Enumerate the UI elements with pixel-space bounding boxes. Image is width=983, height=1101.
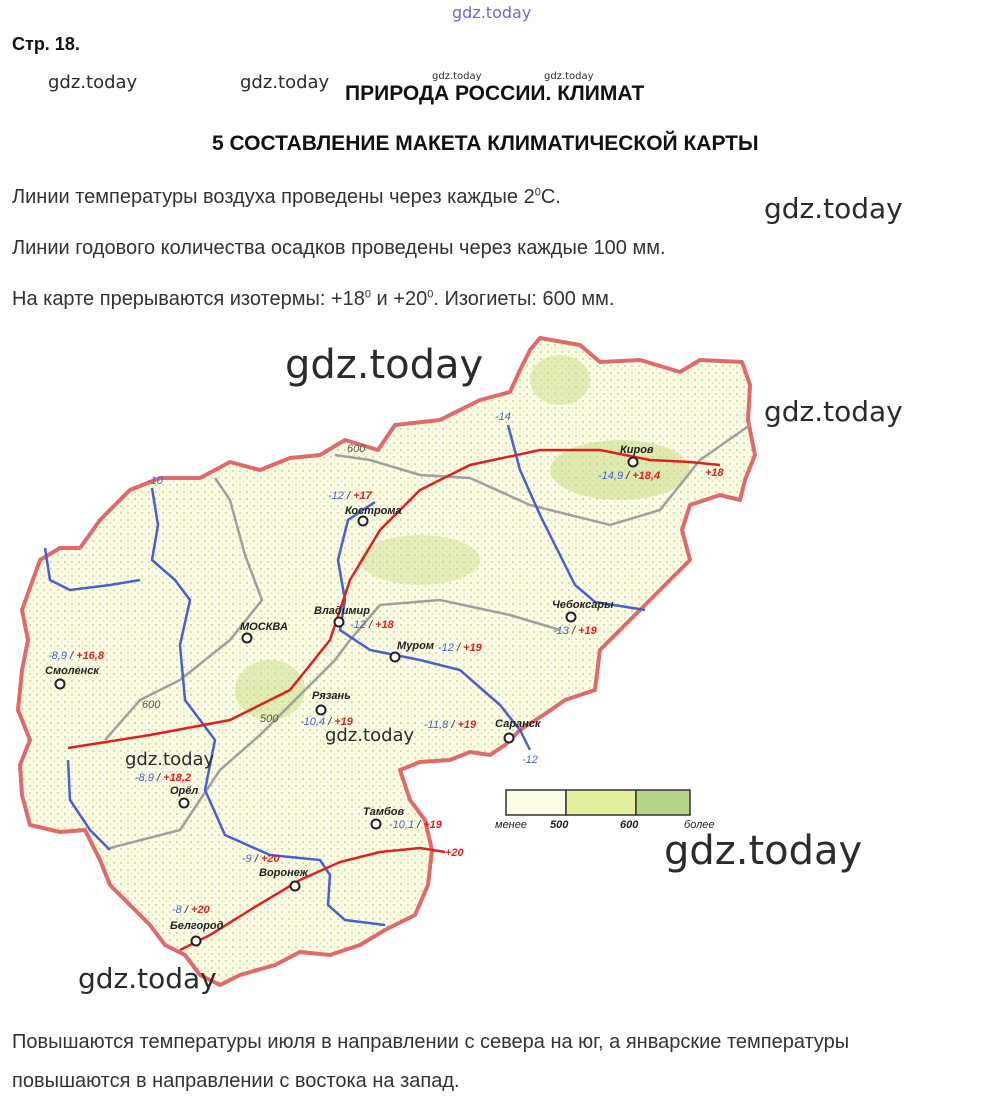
separator: / xyxy=(325,716,335,728)
separator: / xyxy=(365,619,376,631)
jan-temp: -13 xyxy=(553,625,569,637)
isoline-label-jul-plus18: +18 xyxy=(705,467,724,479)
separator: / xyxy=(568,625,579,637)
jul-temp: +19 xyxy=(463,642,482,654)
vegetation-patch xyxy=(360,535,480,585)
watermark: gdz.today xyxy=(764,192,903,225)
jul-temp: +19 xyxy=(334,716,353,728)
text: С. xyxy=(540,186,561,208)
paragraph-precipitation-lines: Линии годового количества осадков проведены через каждые 100 мм. xyxy=(12,237,666,259)
city-name: Белгород xyxy=(170,920,224,932)
jul-temp: +20 xyxy=(190,904,210,916)
watermark: gdz.today xyxy=(664,828,863,874)
conclusion-line-1: Повышаются температуры июля в направлении с севера на юг, а январские температуры xyxy=(12,1031,850,1053)
city-name: МОСКВА xyxy=(240,621,288,633)
city-name: Тамбов xyxy=(363,806,405,818)
legend-swatch-less-500 xyxy=(506,790,566,815)
jan-temp: -8,9 xyxy=(48,650,67,662)
isoline-label-jan-minus10: -10 xyxy=(147,475,163,487)
city-name: Орёл xyxy=(170,785,199,797)
watermark: gdz.today xyxy=(78,962,217,995)
paragraph-interrupted-isolines xyxy=(12,288,614,311)
paragraph-temperature-lines xyxy=(12,186,561,209)
isoline-label-prec-500: 500 xyxy=(260,713,279,725)
text: Линии температуры воздуха проведены через каждые 2 xyxy=(12,186,535,208)
city-name: Владимир xyxy=(314,605,370,617)
page-title: ПРИРОДА РОССИИ. КЛИМАТ xyxy=(345,82,645,105)
isoline-label-jan-minus14: -14 xyxy=(495,411,511,423)
watermark: gdz.today xyxy=(432,71,482,82)
legend-label-500: 500 xyxy=(550,819,569,831)
superscript: 0 xyxy=(427,288,434,301)
text: . Изогиеты: 600 мм. xyxy=(433,288,615,310)
text: и +20 xyxy=(371,288,428,310)
city-temps xyxy=(135,772,191,784)
legend-swatch-500-600 xyxy=(566,790,636,815)
city-temps xyxy=(172,904,210,916)
jan-temp: -10,4 xyxy=(300,716,326,728)
city-name: Муром xyxy=(397,640,434,652)
climate-map xyxy=(0,330,983,1010)
legend-label-more: более xyxy=(684,819,715,831)
jul-temp: +19 xyxy=(457,719,477,731)
jan-temp: -12 xyxy=(438,642,454,654)
separator: / xyxy=(153,772,164,784)
watermark: gdz.today xyxy=(544,71,594,82)
separator: / xyxy=(623,470,633,482)
separator: / xyxy=(181,904,191,916)
city-name: Кострома xyxy=(345,505,402,517)
city-temps xyxy=(389,819,443,831)
separator: / xyxy=(414,819,424,831)
separator: / xyxy=(448,719,458,731)
jul-temp: +19 xyxy=(423,819,442,831)
jan-temp: -10,1 xyxy=(389,819,415,831)
jul-temp: +18,4 xyxy=(632,470,661,482)
city-name: Саранск xyxy=(495,718,541,730)
jul-temp: +18 xyxy=(375,619,394,631)
superscript: 0 xyxy=(534,186,541,199)
jul-temp: +16,8 xyxy=(76,650,104,662)
jan-temp: -8,9 xyxy=(135,772,154,784)
city-temps xyxy=(553,625,598,637)
jan-temp: -8 xyxy=(172,904,182,916)
watermark: gdz.today xyxy=(125,749,215,770)
jan-temp: -11,8 xyxy=(424,719,449,731)
city-temps xyxy=(424,719,477,731)
isoline-label-prec-600-left: 600 xyxy=(142,699,161,711)
superscript: 0 xyxy=(364,288,371,301)
jan-temp: -12 xyxy=(328,490,344,502)
watermark: gdz.today xyxy=(325,725,415,746)
separator: / xyxy=(343,490,354,502)
watermark: gdz.today xyxy=(764,395,903,428)
city-name: Рязань xyxy=(312,690,351,702)
city-name: Смоленск xyxy=(45,665,99,677)
city-name: Воронеж xyxy=(259,867,308,879)
separator: / xyxy=(66,650,77,662)
jan-temp: -12 xyxy=(350,619,366,631)
city-temps xyxy=(328,490,373,502)
watermark: gdz.today xyxy=(240,72,330,93)
page-subtitle: 5 СОСТАВЛЕНИЕ МАКЕТА КЛИМАТИЧЕСКОЙ КАРТЫ xyxy=(212,132,759,155)
conclusion-line-2: повышаются в направлении с востока на запад. xyxy=(12,1070,460,1092)
city-name: Киров xyxy=(620,444,654,456)
isoline-label-jan-minus12: -12 xyxy=(522,754,538,766)
text: На карте прерываются изотермы: +18 xyxy=(12,288,365,310)
city-name: Чебоксары xyxy=(552,599,614,611)
city-temps xyxy=(438,642,483,654)
isoline-label-jul-plus20: +20 xyxy=(445,847,464,859)
city-temps xyxy=(598,470,660,482)
legend-label-600: 600 xyxy=(620,819,639,831)
jul-temp: +20 xyxy=(260,853,280,865)
jan-temp: -14,9 xyxy=(598,470,624,482)
jan-temp: -9 xyxy=(242,853,252,865)
jul-temp: +17 xyxy=(353,490,372,502)
isoline-label-prec-600-top: 600 xyxy=(347,443,366,455)
jul-temp: +19 xyxy=(578,625,597,637)
city-temps xyxy=(48,650,105,662)
separator: / xyxy=(453,642,464,654)
watermark: gdz.today xyxy=(285,342,484,388)
jul-temp: +18,2 xyxy=(163,772,191,784)
legend-swatch-more-600 xyxy=(636,790,690,815)
map-legend xyxy=(495,790,715,831)
city-temps xyxy=(350,619,395,631)
city-temps xyxy=(242,853,280,865)
watermark: gdz.today xyxy=(48,72,138,93)
watermark: gdz.today xyxy=(452,3,532,22)
region-boundary xyxy=(18,338,755,985)
separator: / xyxy=(251,853,261,865)
legend-label-less: менее xyxy=(495,819,527,831)
page-reference: Стр. 18. xyxy=(12,34,80,54)
vegetation-patch xyxy=(530,355,590,405)
